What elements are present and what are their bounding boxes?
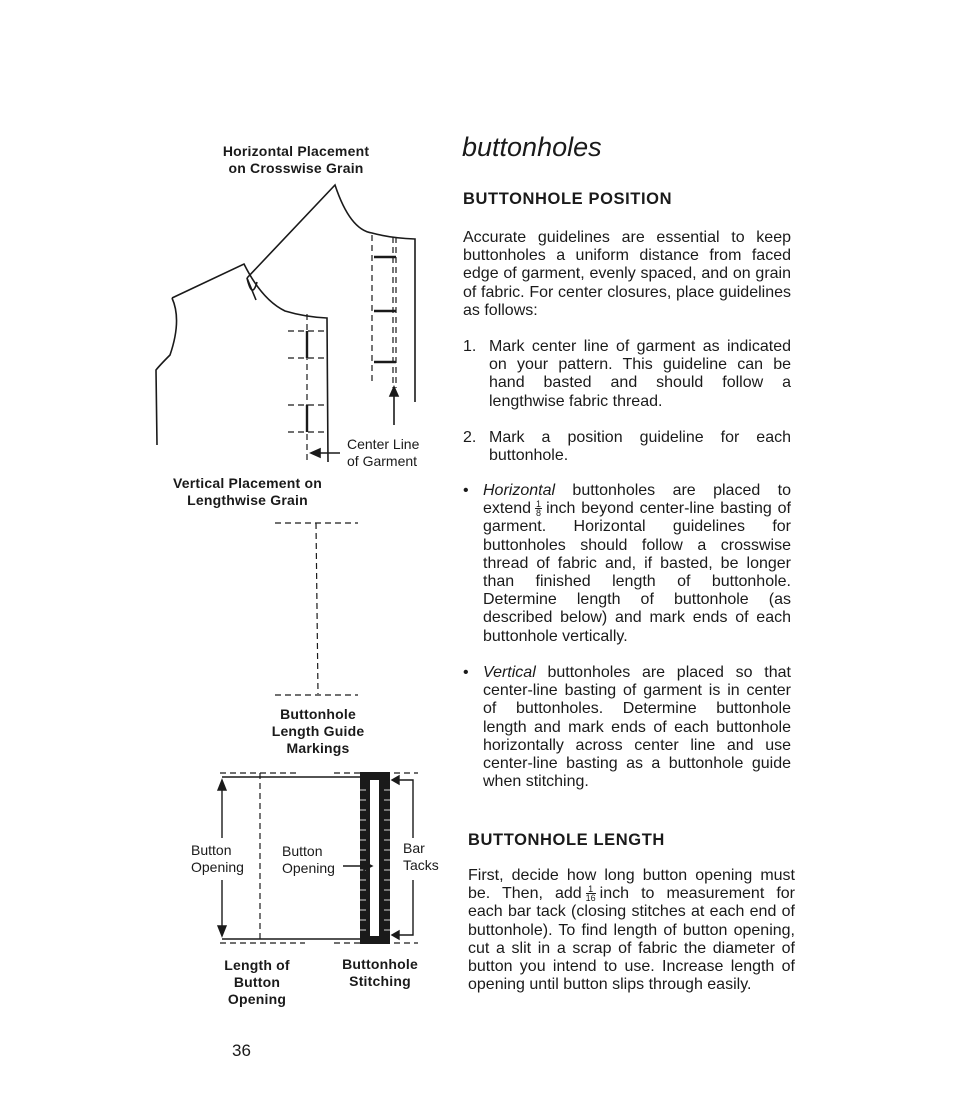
- caption-line: Buttonhole: [280, 706, 356, 722]
- figure-caption-buttonhole-stitching: [330, 956, 430, 990]
- buttonhole-stitching-graphic: [360, 772, 390, 944]
- bullet-horizontal: [463, 482, 791, 646]
- caption-line: Stitching: [349, 973, 411, 989]
- caption-line: on Crosswise Grain: [228, 160, 364, 176]
- bullet-text: [483, 482, 791, 646]
- label-line: Opening: [191, 859, 244, 875]
- length-text-a: First, decide how long button opening must be. Then, add: [468, 867, 795, 903]
- length-paragraph: [468, 867, 795, 994]
- caption-line: Vertical Placement on: [173, 475, 322, 491]
- position-intro-paragraph: [463, 229, 791, 320]
- caption-line: Opening: [227, 991, 287, 1007]
- step-number: 2.: [463, 428, 477, 446]
- bullet-vertical: [463, 664, 791, 791]
- page-title: buttonholes: [462, 132, 602, 162]
- fraction-one-sixteenth: [586, 885, 596, 902]
- label-line: Button: [191, 842, 232, 858]
- bullet-text: [483, 664, 791, 791]
- label-line: Center Line: [347, 436, 420, 452]
- length-text-b: inch to measurement for each bar tack (closing stitches at each end of buttonhole). To find length of button opening, cut a slit in a scrap of fabric the diameter of button you intend to use. Increase length of opening until button slips through easily.: [468, 885, 795, 994]
- step-text: Mark a position guideline for each buttonhole.: [489, 428, 791, 465]
- bullet-lead: Horizontal: [483, 482, 556, 499]
- caption-line: Horizontal Placement: [222, 143, 370, 159]
- list-item: [463, 429, 791, 465]
- caption-line: Lengthwise Grain: [187, 492, 308, 508]
- label-line: Bar: [403, 840, 425, 856]
- list-item: [463, 338, 791, 411]
- figure-caption-vertical-placement: [150, 475, 345, 509]
- figure-caption-guide-markings: [248, 706, 388, 757]
- figure-caption-length-of-button-opening: [207, 957, 307, 1008]
- button-opening-left-label: [191, 842, 244, 876]
- caption-line: Button: [233, 974, 281, 990]
- bullet-text-b: inch beyond center-line basting of garment. Horizontal guidelines for buttonholes should follow a crosswise thread of fabric and, if basted, be longer than finished length of buttonhole. Determine length of buttonhole (as described below) and mark ends of each buttonhole vertically.: [483, 500, 791, 645]
- fraction-denominator: 16: [585, 893, 596, 904]
- step-number: 1.: [463, 338, 477, 355]
- label-line: Button: [282, 843, 323, 859]
- caption-line: Length of: [224, 957, 290, 973]
- fraction-numerator: 1: [586, 885, 596, 894]
- fraction-denominator: 8: [536, 508, 542, 519]
- center-line-label: [347, 436, 419, 470]
- bullet-text-a: buttonholes are placed to extend: [483, 482, 791, 518]
- label-line: Opening: [282, 860, 335, 876]
- position-steps-list: [463, 338, 791, 465]
- bar-tacks-label: [403, 840, 439, 874]
- label-line: of Garment: [347, 453, 418, 469]
- fraction-one-eighth: [535, 500, 542, 517]
- fraction-numerator: 1: [536, 499, 542, 510]
- section-heading-position: BUTTONHOLE POSITION: [463, 190, 673, 208]
- bullet-icon: •: [463, 482, 469, 499]
- caption-line: Markings: [286, 740, 350, 756]
- caption-line: Length Guide: [271, 723, 365, 739]
- section-heading-length: BUTTONHOLE LENGTH: [468, 831, 665, 849]
- label-line: Tacks: [403, 857, 439, 873]
- bullet-lead: Vertical: [483, 664, 536, 681]
- button-opening-middle-label: [282, 843, 335, 877]
- step-text: Mark center line of garment as indicated on your pattern. This guideline can be hand basted and should follow a lengthwise fabric thread.: [489, 338, 791, 410]
- page-number: 36: [232, 1041, 251, 1060]
- bullet-text-a: buttonholes are placed so that center-line basting of garment is in center of buttonholes. Determine buttonhole length and mark ends of each buttonhole horizontally across center line and use center-line basting as a buttonhole guide when stitching.: [483, 664, 791, 791]
- intro-text: Accurate guidelines are essential to keep buttonholes a uniform distance from faced edge of garment, evenly spaced, and on grain of fabric. For center closures, place guidelines as follows:: [463, 229, 791, 319]
- bullet-icon: •: [463, 664, 469, 681]
- caption-line: Buttonhole: [342, 956, 418, 972]
